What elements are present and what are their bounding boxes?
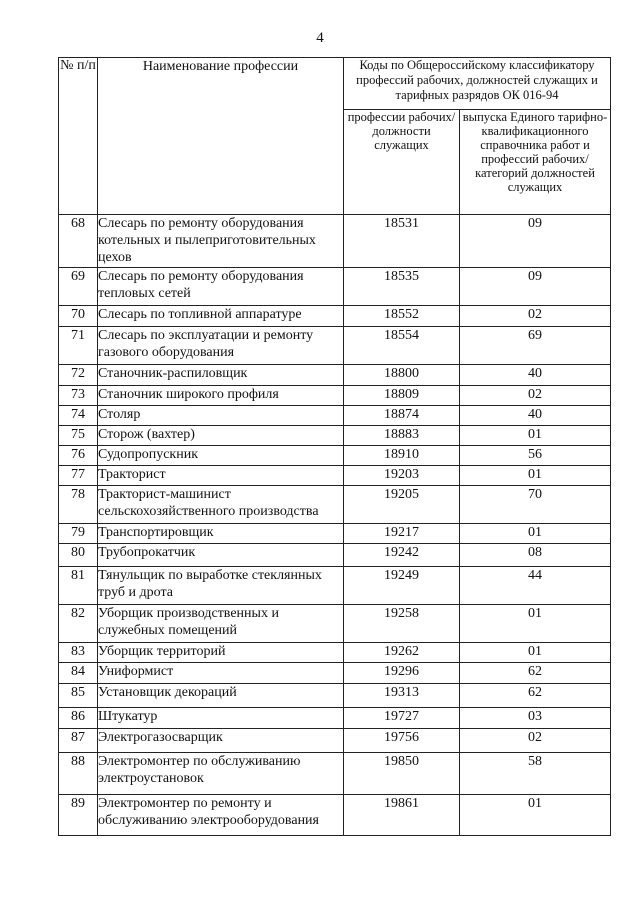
- header-etks-issue: выпуска Единого тарифно-квалификационного справочника работ и профессий рабочих/категорий должностей служащих: [460, 110, 611, 215]
- profession-name: Станочник широкого профиля: [98, 386, 344, 406]
- row-number: 77: [59, 466, 98, 486]
- etks-issue-code: 40: [460, 406, 611, 426]
- header-profession-name: Наименование профессии: [98, 58, 344, 215]
- row-number: 68: [59, 215, 98, 268]
- header-number: № п/п: [59, 58, 98, 215]
- profession-name: Установщик декораций: [98, 684, 344, 708]
- profession-code: 19205: [344, 486, 460, 524]
- etks-issue-code: 62: [460, 663, 611, 684]
- profession-code: 19727: [344, 708, 460, 729]
- professions-table: [58, 57, 611, 836]
- table-row: [59, 544, 611, 567]
- profession-name: Униформист: [98, 663, 344, 684]
- etks-issue-code: 03: [460, 708, 611, 729]
- table-row: [59, 386, 611, 406]
- profession-code: 19249: [344, 567, 460, 605]
- row-number: 80: [59, 544, 98, 567]
- row-number: 79: [59, 524, 98, 544]
- profession-code: 19203: [344, 466, 460, 486]
- profession-code: 19313: [344, 684, 460, 708]
- etks-issue-code: 01: [460, 643, 611, 663]
- row-number: 82: [59, 605, 98, 643]
- table-row: [59, 426, 611, 446]
- profession-code: 18535: [344, 268, 460, 306]
- etks-issue-code: 01: [460, 795, 611, 836]
- profession-code: 18552: [344, 306, 460, 327]
- profession-code: 19217: [344, 524, 460, 544]
- row-number: 73: [59, 386, 98, 406]
- etks-issue-code: 70: [460, 486, 611, 524]
- profession-name: Тракторист: [98, 466, 344, 486]
- table-row: [59, 306, 611, 327]
- row-number: 85: [59, 684, 98, 708]
- table-row: [59, 663, 611, 684]
- row-number: 74: [59, 406, 98, 426]
- profession-name: Станочник-распиловщик: [98, 365, 344, 386]
- row-number: 69: [59, 268, 98, 306]
- row-number: 72: [59, 365, 98, 386]
- profession-code: 19850: [344, 753, 460, 795]
- profession-code: 18531: [344, 215, 460, 268]
- table-row: [59, 446, 611, 466]
- profession-code: 18883: [344, 426, 460, 446]
- etks-issue-code: 01: [460, 426, 611, 446]
- profession-name: Электромонтер по обслуживанию электроустановок: [98, 753, 344, 795]
- profession-name: Уборщик производственных и служебных помещений: [98, 605, 344, 643]
- etks-issue-code: 44: [460, 567, 611, 605]
- etks-issue-code: 02: [460, 729, 611, 753]
- table-row: [59, 466, 611, 486]
- etks-issue-code: 02: [460, 306, 611, 327]
- etks-issue-code: 01: [460, 524, 611, 544]
- etks-issue-code: 01: [460, 605, 611, 643]
- etks-issue-code: 56: [460, 446, 611, 466]
- table-row: [59, 486, 611, 524]
- profession-code: 19296: [344, 663, 460, 684]
- table-row: [59, 327, 611, 365]
- profession-code: 19258: [344, 605, 460, 643]
- table-row: [59, 215, 611, 268]
- profession-name: Слесарь по эксплуатации и ремонту газового оборудования: [98, 327, 344, 365]
- table-row: [59, 605, 611, 643]
- row-number: 88: [59, 753, 98, 795]
- table-row: [59, 684, 611, 708]
- header-profession-code: профессии рабочих/ должности служащих: [344, 110, 460, 215]
- row-number: 86: [59, 708, 98, 729]
- profession-code: 18800: [344, 365, 460, 386]
- etks-issue-code: 09: [460, 215, 611, 268]
- table-row: [59, 268, 611, 306]
- etks-issue-code: 01: [460, 466, 611, 486]
- profession-name: Слесарь по топливной аппаратуре: [98, 306, 344, 327]
- profession-name: Электрогазосварщик: [98, 729, 344, 753]
- row-number: 75: [59, 426, 98, 446]
- profession-code: 19861: [344, 795, 460, 836]
- profession-name: Тянульщик по выработке стеклянных труб и дрота: [98, 567, 344, 605]
- profession-name: Электромонтер по ремонту и обслуживанию электрооборудования: [98, 795, 344, 836]
- header-codes-group: Коды по Общероссийскому классификатору профессий рабочих, должностей служащих и тарифных разрядов ОК 016-94: [344, 58, 611, 110]
- profession-name: Слесарь по ремонту оборудования котельных и пылеприготовительных цехов: [98, 215, 344, 268]
- profession-name: Уборщик территорий: [98, 643, 344, 663]
- profession-name: Столяр: [98, 406, 344, 426]
- profession-code: 18809: [344, 386, 460, 406]
- profession-code: 19262: [344, 643, 460, 663]
- etks-issue-code: 40: [460, 365, 611, 386]
- row-number: 83: [59, 643, 98, 663]
- row-number: 84: [59, 663, 98, 684]
- table-row: [59, 753, 611, 795]
- profession-name: Штукатур: [98, 708, 344, 729]
- table-row: [59, 643, 611, 663]
- table-row: [59, 795, 611, 836]
- profession-name: Трубопрокатчик: [98, 544, 344, 567]
- page-number: 4: [316, 30, 324, 46]
- profession-name: Тракторист-машинист сельскохозяйственного производства: [98, 486, 344, 524]
- table-row: [59, 729, 611, 753]
- profession-code: 19242: [344, 544, 460, 567]
- etks-issue-code: 69: [460, 327, 611, 365]
- profession-name: Судопропускник: [98, 446, 344, 466]
- etks-issue-code: 09: [460, 268, 611, 306]
- row-number: 78: [59, 486, 98, 524]
- profession-name: Слесарь по ремонту оборудования тепловых сетей: [98, 268, 344, 306]
- profession-code: 19756: [344, 729, 460, 753]
- table-row: [59, 365, 611, 386]
- etks-issue-code: 08: [460, 544, 611, 567]
- row-number: 87: [59, 729, 98, 753]
- etks-issue-code: 02: [460, 386, 611, 406]
- table-row: [59, 406, 611, 426]
- etks-issue-code: 58: [460, 753, 611, 795]
- profession-code: 18554: [344, 327, 460, 365]
- etks-issue-code: 62: [460, 684, 611, 708]
- row-number: 70: [59, 306, 98, 327]
- row-number: 89: [59, 795, 98, 836]
- row-number: 81: [59, 567, 98, 605]
- row-number: 71: [59, 327, 98, 365]
- profession-name: Транспортировщик: [98, 524, 344, 544]
- row-number: 76: [59, 446, 98, 466]
- profession-code: 18910: [344, 446, 460, 466]
- profession-code: 18874: [344, 406, 460, 426]
- table-row: [59, 567, 611, 605]
- profession-name: Сторож (вахтер): [98, 426, 344, 446]
- table-row: [59, 708, 611, 729]
- table-row: [59, 524, 611, 544]
